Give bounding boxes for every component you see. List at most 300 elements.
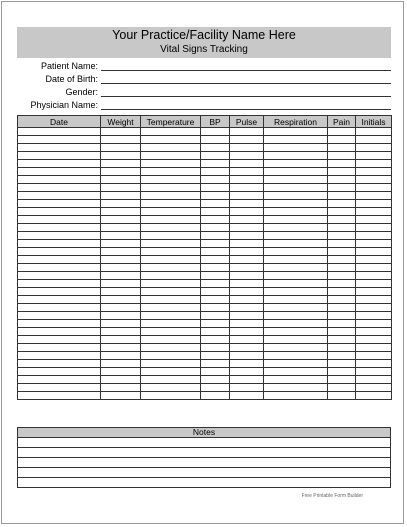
table-cell[interactable] <box>264 328 328 336</box>
table-cell[interactable] <box>230 152 264 160</box>
gender-line[interactable] <box>101 96 391 97</box>
table-cell[interactable] <box>18 136 101 144</box>
table-cell[interactable] <box>356 312 392 320</box>
table-cell[interactable] <box>328 200 356 208</box>
table-cell[interactable] <box>264 208 328 216</box>
table-cell[interactable] <box>264 168 328 176</box>
table-cell[interactable] <box>201 240 230 248</box>
table-cell[interactable] <box>201 312 230 320</box>
table-cell[interactable] <box>201 224 230 232</box>
table-cell[interactable] <box>201 336 230 344</box>
column-header-weight: Weight <box>101 116 141 128</box>
table-cell[interactable] <box>264 320 328 328</box>
table-cell[interactable] <box>141 168 201 176</box>
table-cell[interactable] <box>264 280 328 288</box>
table-cell[interactable] <box>141 224 201 232</box>
table-cell[interactable] <box>101 320 141 328</box>
table-cell[interactable] <box>328 336 356 344</box>
table-cell[interactable] <box>101 216 141 224</box>
table-cell[interactable] <box>141 144 201 152</box>
table-cell[interactable] <box>141 256 201 264</box>
table-cell[interactable] <box>18 208 101 216</box>
table-cell[interactable] <box>18 184 101 192</box>
table-cell[interactable] <box>101 152 141 160</box>
table-cell[interactable] <box>264 256 328 264</box>
table-cell[interactable] <box>101 224 141 232</box>
table-cell[interactable] <box>201 328 230 336</box>
table-cell[interactable] <box>101 352 141 360</box>
table-cell[interactable] <box>18 224 101 232</box>
table-cell[interactable] <box>18 360 101 368</box>
table-cell[interactable] <box>264 312 328 320</box>
table-cell[interactable] <box>141 152 201 160</box>
table-cell[interactable] <box>328 320 356 328</box>
table-cell[interactable] <box>230 296 264 304</box>
table-cell[interactable] <box>201 216 230 224</box>
table-cell[interactable] <box>201 176 230 184</box>
table-cell[interactable] <box>356 192 392 200</box>
date-of-birth-field[interactable] <box>17 73 391 85</box>
table-cell[interactable] <box>141 192 201 200</box>
table-cell[interactable] <box>356 232 392 240</box>
table-cell[interactable] <box>201 128 230 136</box>
table-row <box>18 248 392 256</box>
table-cell[interactable] <box>18 200 101 208</box>
table-cell[interactable] <box>356 216 392 224</box>
table-cell[interactable] <box>18 304 101 312</box>
table-cell[interactable] <box>141 328 201 336</box>
table-cell[interactable] <box>328 368 356 376</box>
table-cell[interactable] <box>101 304 141 312</box>
table-cell[interactable] <box>230 304 264 312</box>
table-cell[interactable] <box>356 152 392 160</box>
table-cell[interactable] <box>101 264 141 272</box>
table-cell[interactable] <box>201 368 230 376</box>
physician-name-field[interactable] <box>17 99 391 111</box>
table-cell[interactable] <box>141 128 201 136</box>
table-cell[interactable] <box>356 248 392 256</box>
table-cell[interactable] <box>264 264 328 272</box>
table-cell[interactable] <box>356 368 392 376</box>
notes-line[interactable] <box>17 438 391 448</box>
table-cell[interactable] <box>230 256 264 264</box>
table-cell[interactable] <box>328 288 356 296</box>
table-cell[interactable] <box>328 160 356 168</box>
table-cell[interactable] <box>141 368 201 376</box>
table-cell[interactable] <box>264 288 328 296</box>
table-row <box>18 336 392 344</box>
table-cell[interactable] <box>356 136 392 144</box>
table-cell[interactable] <box>264 272 328 280</box>
table-cell[interactable] <box>101 240 141 248</box>
table-cell[interactable] <box>18 368 101 376</box>
table-cell[interactable] <box>328 184 356 192</box>
table-cell[interactable] <box>264 128 328 136</box>
table-cell[interactable] <box>18 336 101 344</box>
table-cell[interactable] <box>18 280 101 288</box>
table-cell[interactable] <box>141 288 201 296</box>
table-cell[interactable] <box>141 392 201 400</box>
table-cell[interactable] <box>18 128 101 136</box>
table-cell[interactable] <box>264 216 328 224</box>
table-cell[interactable] <box>101 192 141 200</box>
table-cell[interactable] <box>141 320 201 328</box>
table-cell[interactable] <box>101 296 141 304</box>
table-cell[interactable] <box>201 320 230 328</box>
table-cell[interactable] <box>18 344 101 352</box>
table-cell[interactable] <box>230 280 264 288</box>
table-cell[interactable] <box>264 224 328 232</box>
table-cell[interactable] <box>328 272 356 280</box>
table-cell[interactable] <box>141 216 201 224</box>
table-cell[interactable] <box>141 240 201 248</box>
table-cell[interactable] <box>201 208 230 216</box>
date-of-birth-line[interactable] <box>101 83 391 84</box>
table-cell[interactable] <box>141 344 201 352</box>
table-cell[interactable] <box>328 144 356 152</box>
table-cell[interactable] <box>201 248 230 256</box>
table-cell[interactable] <box>328 296 356 304</box>
table-cell[interactable] <box>201 288 230 296</box>
table-cell[interactable] <box>18 320 101 328</box>
table-cell[interactable] <box>230 312 264 320</box>
table-cell[interactable] <box>18 312 101 320</box>
table-cell[interactable] <box>101 144 141 152</box>
table-cell[interactable] <box>230 240 264 248</box>
table-cell[interactable] <box>101 336 141 344</box>
table-cell[interactable] <box>328 232 356 240</box>
table-cell[interactable] <box>141 264 201 272</box>
table-cell[interactable] <box>18 168 101 176</box>
gender-field[interactable] <box>17 86 391 98</box>
table-cell[interactable] <box>328 248 356 256</box>
table-cell[interactable] <box>201 160 230 168</box>
table-cell[interactable] <box>328 240 356 248</box>
table-cell[interactable] <box>264 376 328 384</box>
table-cell[interactable] <box>356 280 392 288</box>
table-cell[interactable] <box>356 392 392 400</box>
table-cell[interactable] <box>230 368 264 376</box>
table-cell[interactable] <box>201 168 230 176</box>
table-cell[interactable] <box>18 192 101 200</box>
table-cell[interactable] <box>18 272 101 280</box>
table-row <box>18 384 392 392</box>
notes-line[interactable] <box>17 478 391 488</box>
table-cell[interactable] <box>356 272 392 280</box>
table-cell[interactable] <box>230 200 264 208</box>
table-cell[interactable] <box>230 208 264 216</box>
table-cell[interactable] <box>328 344 356 352</box>
table-cell[interactable] <box>230 272 264 280</box>
table-cell[interactable] <box>201 352 230 360</box>
table-cell[interactable] <box>201 192 230 200</box>
table-cell[interactable] <box>141 336 201 344</box>
table-cell[interactable] <box>101 272 141 280</box>
table-cell[interactable] <box>141 296 201 304</box>
table-cell[interactable] <box>328 312 356 320</box>
table-cell[interactable] <box>18 176 101 184</box>
table-cell[interactable] <box>356 384 392 392</box>
table-cell[interactable] <box>141 200 201 208</box>
table-cell[interactable] <box>356 224 392 232</box>
table-cell[interactable] <box>201 376 230 384</box>
table-cell[interactable] <box>201 360 230 368</box>
table-cell[interactable] <box>264 192 328 200</box>
table-cell[interactable] <box>328 352 356 360</box>
table-cell[interactable] <box>101 136 141 144</box>
table-cell[interactable] <box>230 192 264 200</box>
table-cell[interactable] <box>328 392 356 400</box>
table-cell[interactable] <box>101 312 141 320</box>
table-row <box>18 304 392 312</box>
table-cell[interactable] <box>141 280 201 288</box>
table-cell[interactable] <box>356 296 392 304</box>
table-cell[interactable] <box>264 360 328 368</box>
table-cell[interactable] <box>230 144 264 152</box>
table-cell[interactable] <box>356 352 392 360</box>
table-cell[interactable] <box>264 352 328 360</box>
table-cell[interactable] <box>264 160 328 168</box>
table-cell[interactable] <box>18 392 101 400</box>
table-cell[interactable] <box>230 224 264 232</box>
table-cell[interactable] <box>230 360 264 368</box>
table-cell[interactable] <box>328 208 356 216</box>
table-cell[interactable] <box>264 392 328 400</box>
table-cell[interactable] <box>201 200 230 208</box>
table-cell[interactable] <box>356 208 392 216</box>
table-cell[interactable] <box>230 128 264 136</box>
table-cell[interactable] <box>230 264 264 272</box>
table-cell[interactable] <box>230 288 264 296</box>
table-cell[interactable] <box>18 296 101 304</box>
table-cell[interactable] <box>328 216 356 224</box>
table-cell[interactable] <box>101 376 141 384</box>
table-cell[interactable] <box>18 160 101 168</box>
table-cell[interactable] <box>141 376 201 384</box>
table-cell[interactable] <box>356 320 392 328</box>
table-cell[interactable] <box>18 328 101 336</box>
table-cell[interactable] <box>18 232 101 240</box>
table-cell[interactable] <box>101 160 141 168</box>
table-cell[interactable] <box>201 392 230 400</box>
table-cell[interactable] <box>230 344 264 352</box>
table-cell[interactable] <box>101 248 141 256</box>
table-cell[interactable] <box>328 136 356 144</box>
table-cell[interactable] <box>101 384 141 392</box>
table-cell[interactable] <box>328 360 356 368</box>
table-cell[interactable] <box>18 384 101 392</box>
table-cell[interactable] <box>356 168 392 176</box>
table-cell[interactable] <box>230 176 264 184</box>
table-cell[interactable] <box>201 136 230 144</box>
table-cell[interactable] <box>264 368 328 376</box>
physician-name-line[interactable] <box>101 109 391 110</box>
table-cell[interactable] <box>201 344 230 352</box>
patient-name-line[interactable] <box>101 70 391 71</box>
notes-line[interactable] <box>17 458 391 468</box>
table-cell[interactable] <box>356 288 392 296</box>
table-cell[interactable] <box>264 144 328 152</box>
table-cell[interactable] <box>356 128 392 136</box>
table-cell[interactable] <box>141 384 201 392</box>
table-cell[interactable] <box>230 376 264 384</box>
table-cell[interactable] <box>101 256 141 264</box>
table-cell[interactable] <box>230 328 264 336</box>
table-cell[interactable] <box>101 184 141 192</box>
table-cell[interactable] <box>328 224 356 232</box>
table-row <box>18 224 392 232</box>
table-row <box>18 208 392 216</box>
table-row <box>18 344 392 352</box>
table-cell[interactable] <box>101 168 141 176</box>
table-cell[interactable] <box>101 392 141 400</box>
table-cell[interactable] <box>101 232 141 240</box>
table-cell[interactable] <box>101 288 141 296</box>
table-row <box>18 368 392 376</box>
table-cell[interactable] <box>141 232 201 240</box>
table-cell[interactable] <box>328 328 356 336</box>
table-cell[interactable] <box>141 184 201 192</box>
table-cell[interactable] <box>230 168 264 176</box>
table-cell[interactable] <box>101 328 141 336</box>
notes-line[interactable] <box>17 468 391 478</box>
table-cell[interactable] <box>264 232 328 240</box>
table-cell[interactable] <box>356 240 392 248</box>
table-cell[interactable] <box>101 344 141 352</box>
table-cell[interactable] <box>201 144 230 152</box>
notes-line[interactable] <box>17 448 391 458</box>
table-cell[interactable] <box>201 256 230 264</box>
table-cell[interactable] <box>264 240 328 248</box>
table-cell[interactable] <box>356 360 392 368</box>
table-cell[interactable] <box>328 128 356 136</box>
table-cell[interactable] <box>141 176 201 184</box>
table-cell[interactable] <box>201 152 230 160</box>
table-cell[interactable] <box>141 312 201 320</box>
table-row <box>18 256 392 264</box>
table-cell[interactable] <box>356 376 392 384</box>
table-cell[interactable] <box>230 336 264 344</box>
table-row <box>18 200 392 208</box>
table-cell[interactable] <box>141 248 201 256</box>
table-cell[interactable] <box>356 256 392 264</box>
table-cell[interactable] <box>201 184 230 192</box>
table-cell[interactable] <box>264 152 328 160</box>
table-cell[interactable] <box>230 352 264 360</box>
table-cell[interactable] <box>141 352 201 360</box>
table-cell[interactable] <box>264 248 328 256</box>
table-cell[interactable] <box>264 304 328 312</box>
table-cell[interactable] <box>264 296 328 304</box>
table-cell[interactable] <box>230 216 264 224</box>
table-cell[interactable] <box>141 208 201 216</box>
table-cell[interactable] <box>101 280 141 288</box>
table-cell[interactable] <box>101 360 141 368</box>
table-cell[interactable] <box>328 264 356 272</box>
table-cell[interactable] <box>356 336 392 344</box>
table-cell[interactable] <box>356 328 392 336</box>
table-cell[interactable] <box>356 200 392 208</box>
table-cell[interactable] <box>328 192 356 200</box>
table-cell[interactable] <box>101 368 141 376</box>
table-cell[interactable] <box>18 152 101 160</box>
table-cell[interactable] <box>101 200 141 208</box>
table-cell[interactable] <box>230 384 264 392</box>
table-cell[interactable] <box>328 256 356 264</box>
table-cell[interactable] <box>328 176 356 184</box>
table-cell[interactable] <box>201 232 230 240</box>
table-cell[interactable] <box>230 392 264 400</box>
table-cell[interactable] <box>201 280 230 288</box>
patient-name-field[interactable] <box>17 60 391 72</box>
table-cell[interactable] <box>141 160 201 168</box>
table-cell[interactable] <box>18 216 101 224</box>
table-cell[interactable] <box>101 128 141 136</box>
table-cell[interactable] <box>201 384 230 392</box>
table-cell[interactable] <box>356 344 392 352</box>
table-cell[interactable] <box>18 144 101 152</box>
table-cell[interactable] <box>141 136 201 144</box>
table-cell[interactable] <box>328 280 356 288</box>
table-cell[interactable] <box>141 272 201 280</box>
table-cell[interactable] <box>230 136 264 144</box>
table-cell[interactable] <box>328 304 356 312</box>
table-cell[interactable] <box>101 208 141 216</box>
table-cell[interactable] <box>356 144 392 152</box>
table-cell[interactable] <box>328 376 356 384</box>
table-cell[interactable] <box>18 256 101 264</box>
table-cell[interactable] <box>201 304 230 312</box>
table-cell[interactable] <box>356 184 392 192</box>
table-cell[interactable] <box>230 184 264 192</box>
table-cell[interactable] <box>18 288 101 296</box>
table-cell[interactable] <box>230 160 264 168</box>
table-cell[interactable] <box>201 272 230 280</box>
table-cell[interactable] <box>264 384 328 392</box>
table-cell[interactable] <box>18 352 101 360</box>
table-cell[interactable] <box>264 200 328 208</box>
table-cell[interactable] <box>201 264 230 272</box>
table-cell[interactable] <box>18 240 101 248</box>
table-row <box>18 376 392 384</box>
table-cell[interactable] <box>264 176 328 184</box>
table-cell[interactable] <box>328 152 356 160</box>
table-cell[interactable] <box>230 232 264 240</box>
table-cell[interactable] <box>328 384 356 392</box>
table-cell[interactable] <box>201 296 230 304</box>
table-cell[interactable] <box>18 264 101 272</box>
table-cell[interactable] <box>264 136 328 144</box>
table-cell[interactable] <box>264 184 328 192</box>
table-cell[interactable] <box>264 336 328 344</box>
table-cell[interactable] <box>356 176 392 184</box>
table-cell[interactable] <box>101 176 141 184</box>
table-cell[interactable] <box>18 376 101 384</box>
table-row <box>18 144 392 152</box>
table-cell[interactable] <box>141 360 201 368</box>
table-cell[interactable] <box>356 304 392 312</box>
table-cell[interactable] <box>264 344 328 352</box>
table-header-row <box>18 116 392 128</box>
table-cell[interactable] <box>230 320 264 328</box>
physician-name-label: Physician Name: <box>30 100 98 110</box>
table-cell[interactable] <box>356 160 392 168</box>
table-cell[interactable] <box>141 304 201 312</box>
table-cell[interactable] <box>230 248 264 256</box>
table-cell[interactable] <box>356 264 392 272</box>
table-cell[interactable] <box>328 168 356 176</box>
table-cell[interactable] <box>18 248 101 256</box>
